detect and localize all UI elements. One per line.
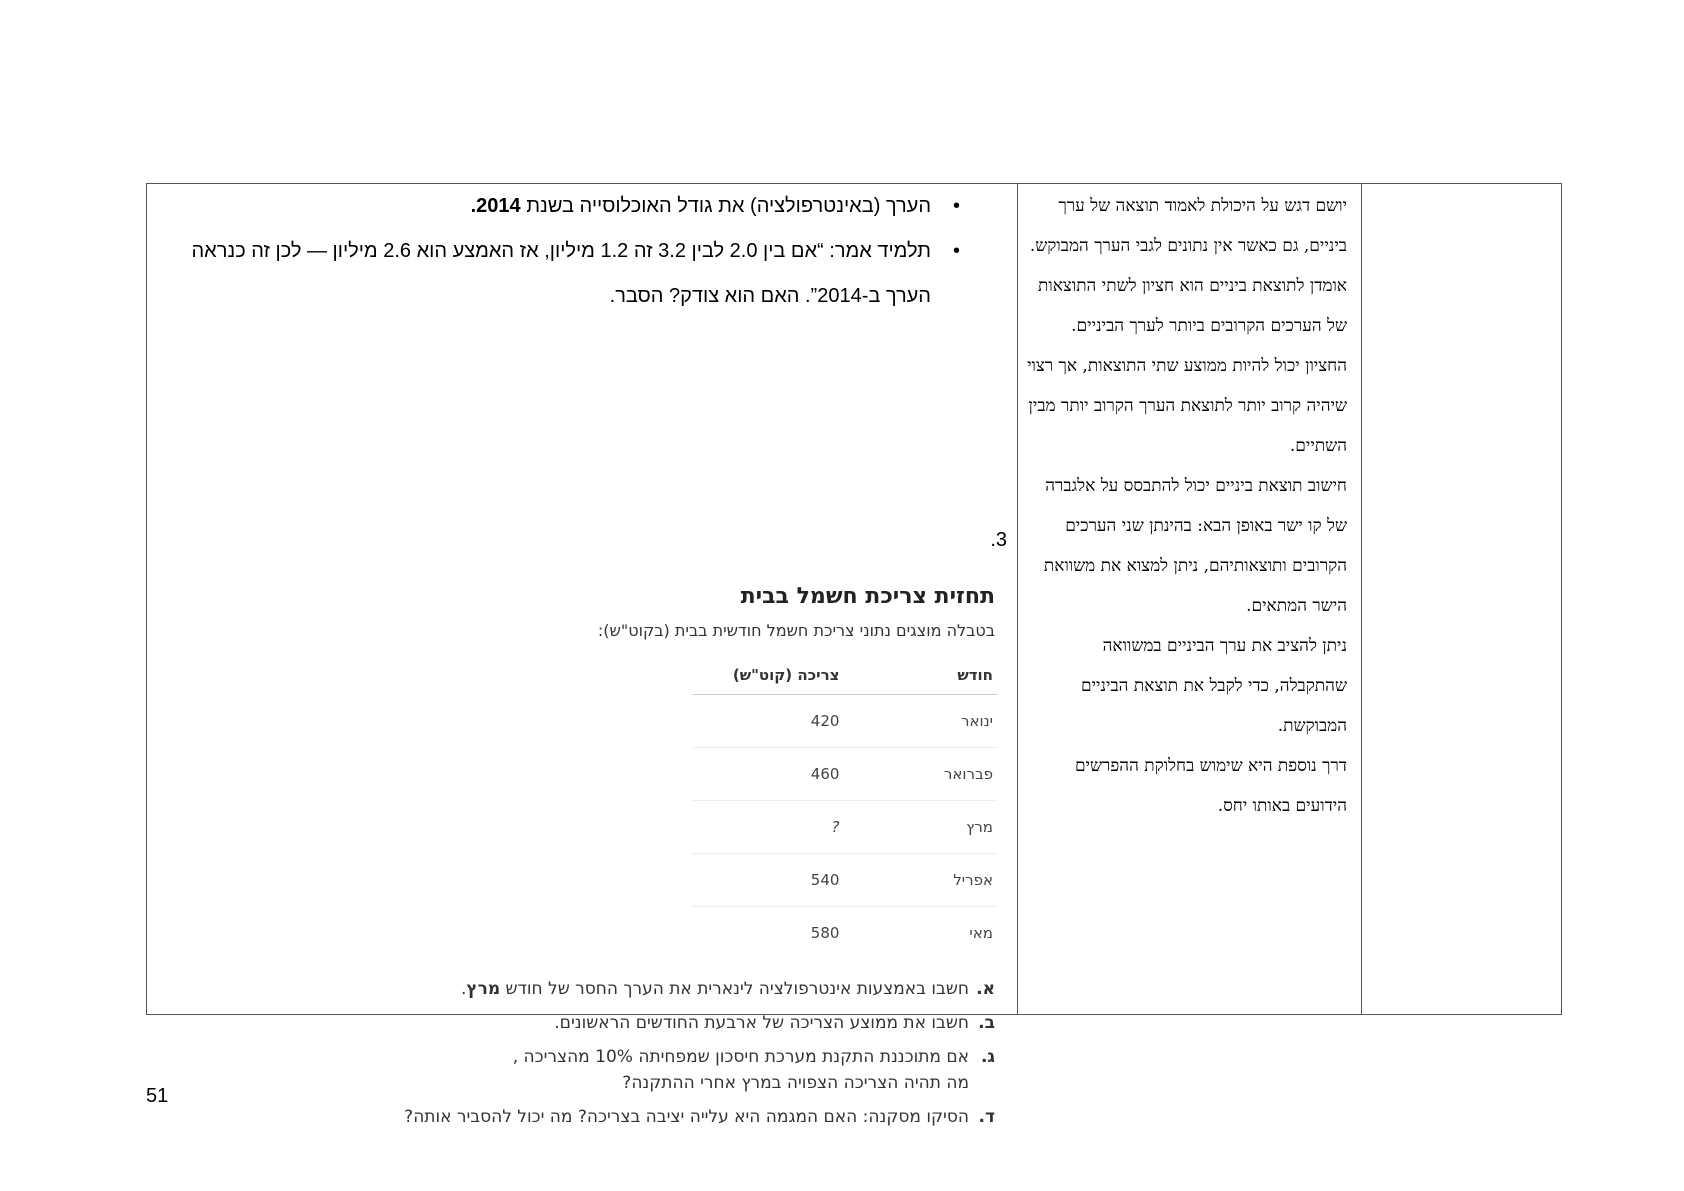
task-item: ג. אם מתוכננת התקנת מערכת חיסכון שמפחיתה 10% מהצריכה , מה תהיה הצריכה הצפויה במרץ אחרי ההתקנה? (404, 1044, 995, 1096)
task-item: א. חשבו באמצעות אינטרפולציה לינארית את הערך החסר של חודש מרץ. (404, 976, 995, 1002)
table-row (692, 748, 997, 801)
table-row (692, 695, 997, 748)
month-cell: מאי (969, 924, 993, 942)
table-row (692, 854, 997, 907)
month-header: חודש (929, 656, 997, 695)
note-paragraph: חישוב תוצאת ביניים יכול להתבסס על אלגברה של קו ישר באופן הבא: בהינתן שני הערכים הקרובים ותוצאותיהם, ניתן למצוא את משוואת הישר המתאים. (1043, 476, 1347, 616)
task-list (404, 976, 995, 1138)
value-cell: 580 (810, 924, 840, 942)
sheet-title: תחזית צריכת חשמל בבית (740, 584, 995, 609)
note-paragraph: דרך נוספת היא שימוש בחלוקת ההפרשים הידועים באותו יחס. (1074, 756, 1347, 816)
month-cell: מרץ (929, 801, 997, 854)
sheet-subtitle: בטבלה מוצגים נתוני צריכת חשמל חודשית בבית (בקוט"ש): (597, 621, 995, 640)
month-cell: ינואר (929, 695, 997, 748)
table-row (692, 801, 997, 854)
task-item: ב. חשבו את ממוצע הצריכה של ארבעת החודשים הראשונים. (404, 1010, 995, 1036)
value-cell: 540 (692, 854, 929, 907)
value-cell: ? (692, 801, 929, 854)
teacher-notes-column (1017, 184, 1361, 1014)
bullet-item: • הערך (באינטרפולציה) את גודל האוכלוסייה בשנת 2014. (157, 184, 955, 229)
task-label: ד. (978, 1107, 995, 1127)
month-cell: פברואר (929, 748, 997, 801)
question-number: 3. (990, 529, 1007, 551)
task-label: ב. (978, 1013, 995, 1033)
page-number: 51 (146, 1085, 169, 1107)
table-row (692, 907, 997, 960)
month-cell: אפריל (929, 854, 997, 907)
note-paragraph: אומדן לתוצאת ביניים הוא חציון לשתי התוצאות של הערכים הקרובים ביותר לערך הביניים. החציון יכול להיות ממוצע שתי התוצאות, אך רצוי שיהיה קרוב יותר לתוצאת הערך הקרוב יותר מבין השתיים. (1027, 276, 1347, 456)
table-header-row (692, 656, 997, 695)
note-paragraph: ניתן להציב את ערך הביניים במשוואה שהתקבלה, כדי לקבל את תוצאת הביניים המבוקשת. (1080, 636, 1347, 736)
task-item: ד. הסיקו מסקנה: האם המגמה היא עלייה יציבה בצריכה? מה יכול להסביר אותה? (404, 1104, 995, 1130)
value-cell: 420 (692, 695, 929, 748)
question-bullets (157, 184, 955, 319)
value-cell: 460 (692, 748, 929, 801)
consumption-header: צריכה (קוט"ש) (692, 656, 929, 695)
note-paragraph: יושם דגש על היכולת לאמוד תוצאה של ערך ביניים, גם כאשר אין נתונים לגבי הערך המבוקש. (1029, 196, 1347, 256)
task-label: ג. (980, 1047, 995, 1067)
task-label: א. (976, 979, 995, 999)
consumption-table (692, 656, 997, 959)
empty-column (1361, 184, 1561, 1014)
bullet-item: • תלמיד אמר: “אם בין 2.0 לבין 3.2 זה 1.2 מיליון, אז האמצע הוא 2.6 מיליון — לכן זה כנראה הערך ב-2014”. האם הוא צודק? הסבר. (157, 229, 955, 319)
